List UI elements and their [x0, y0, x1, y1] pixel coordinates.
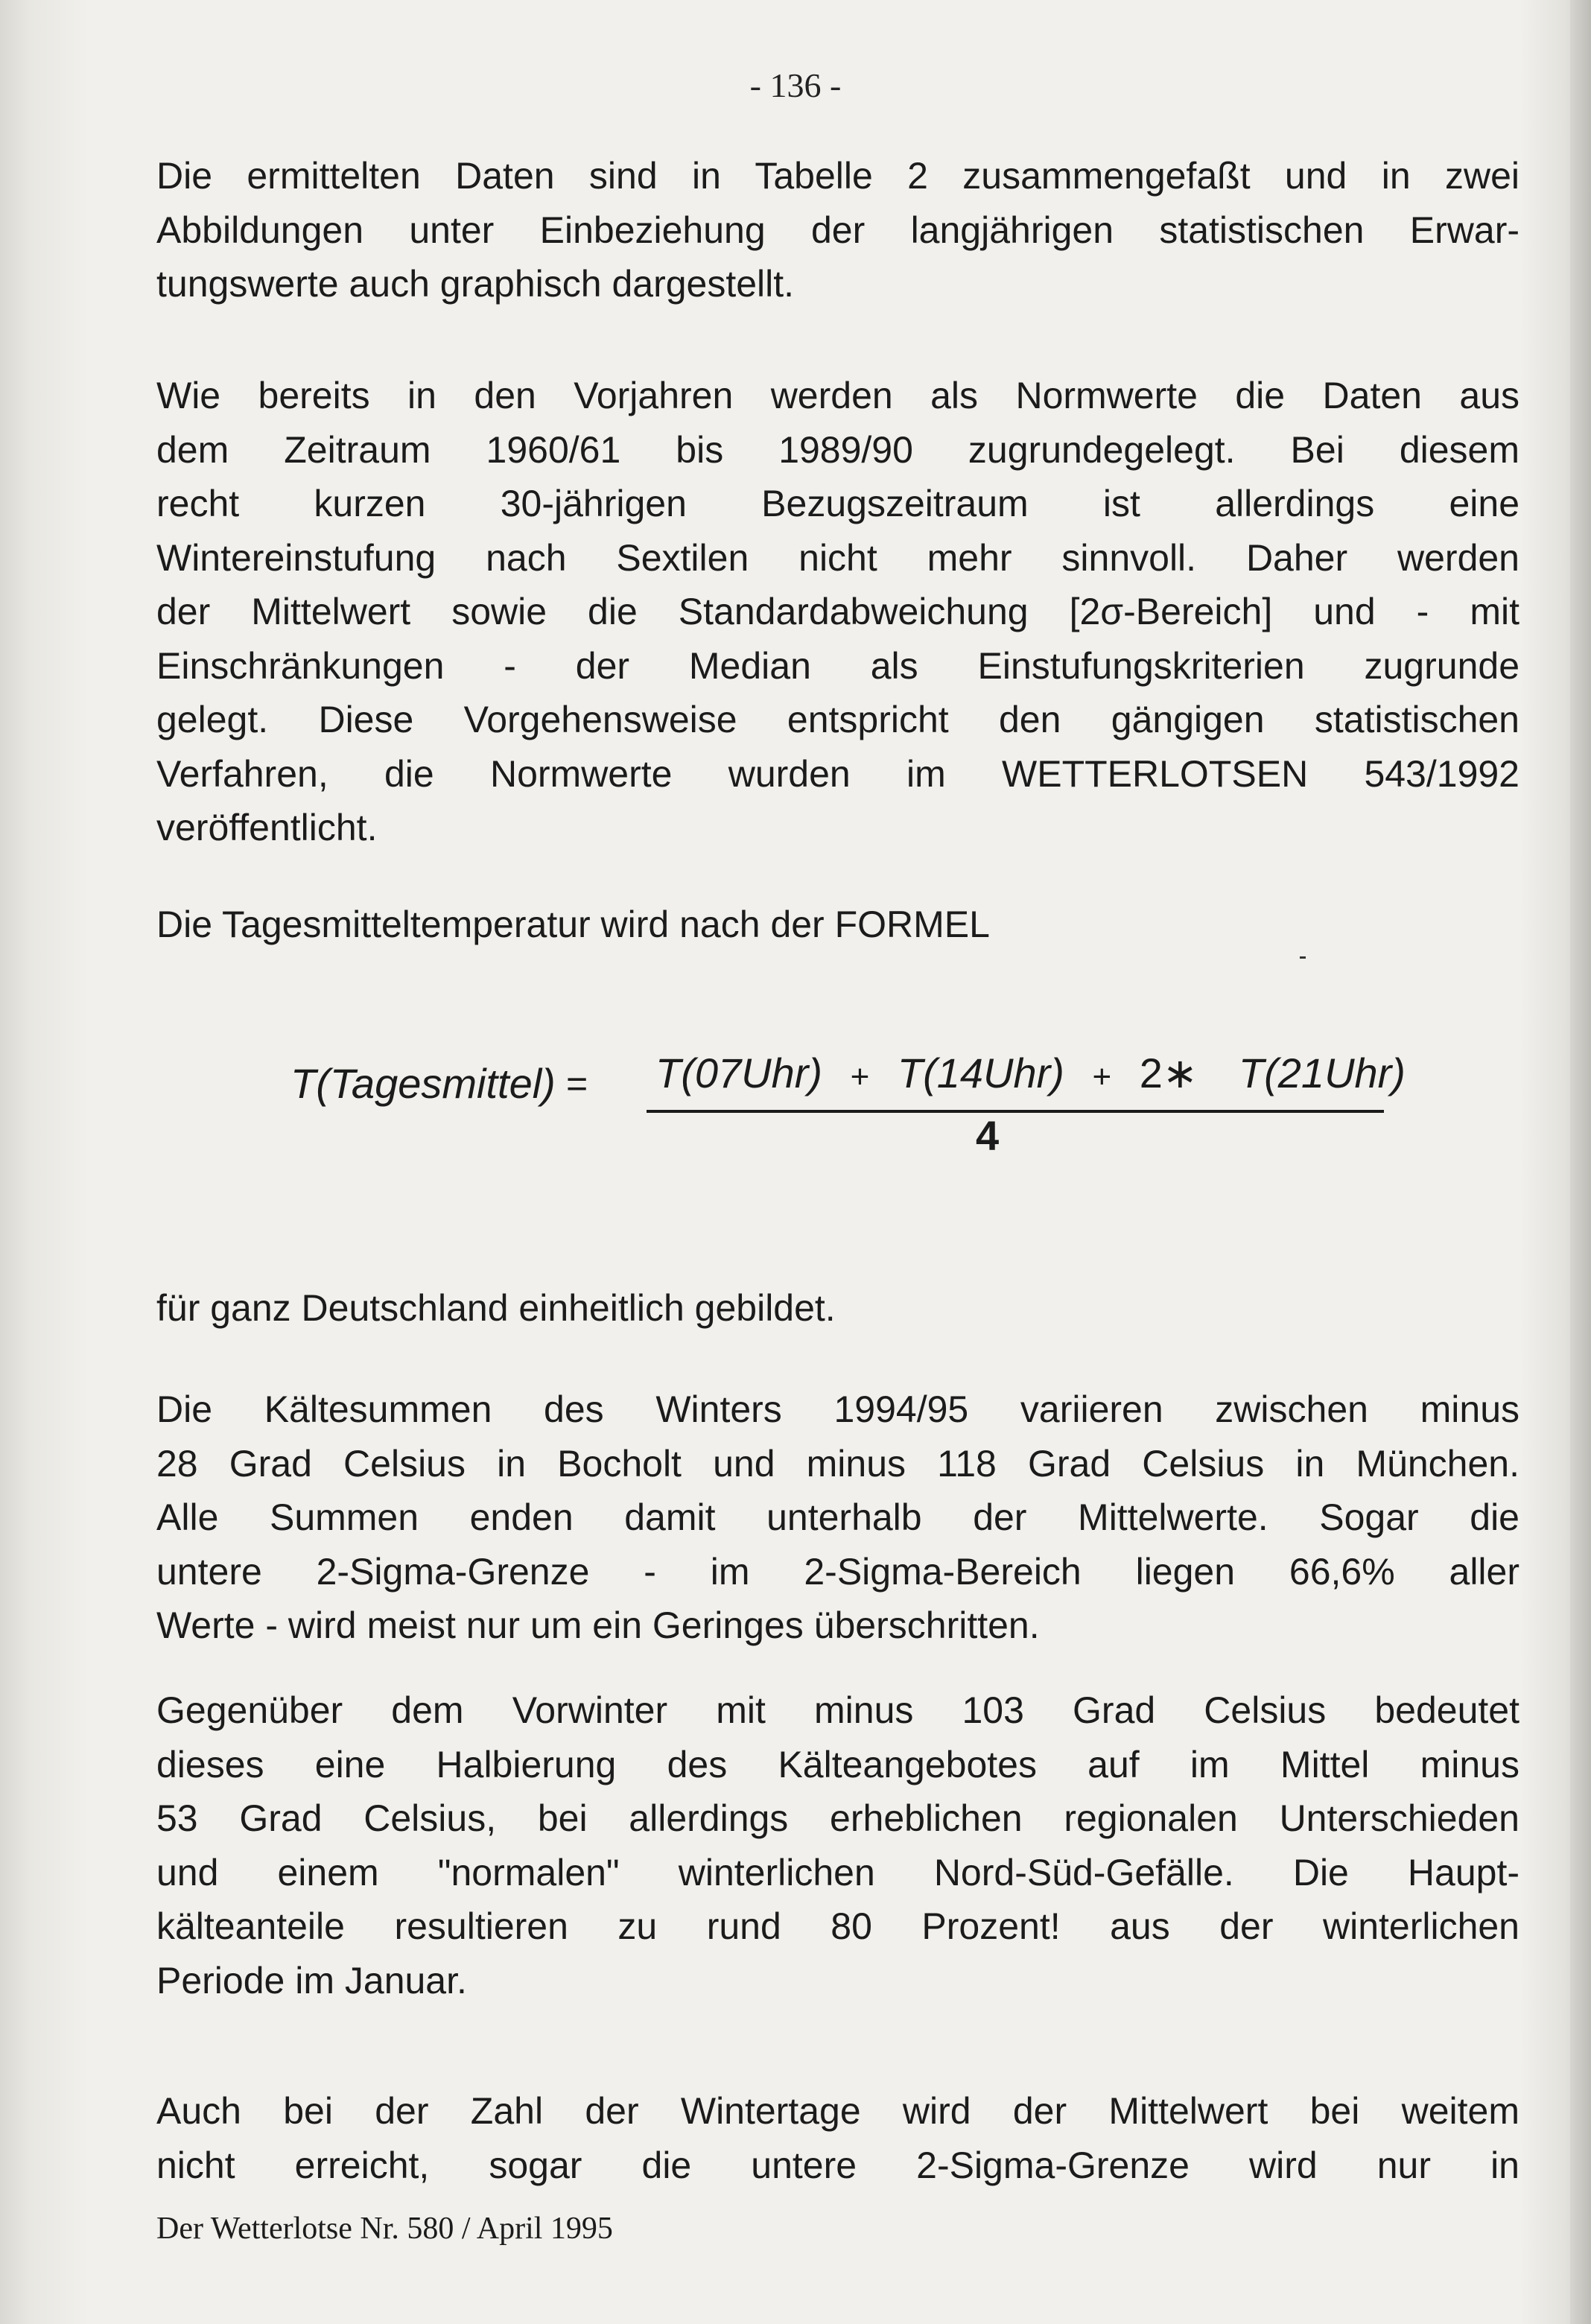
text-line: Abbildungen unter Einbeziehung der langjährigen statistischen Erwar- — [156, 209, 1519, 251]
footer-publication: Der Wetterlotse Nr. 580 / April 1995 — [156, 2212, 613, 2246]
formula-denominator: 4 — [976, 1112, 1000, 1159]
text-line: dieses eine Halbierung des Kälteangebotes auf im Mittel minus — [156, 1743, 1519, 1785]
formula-term: T(21Uhr) — [1238, 1050, 1406, 1096]
text-line: Werte - wird meist nur um ein Geringes überschritten. — [156, 1604, 1040, 1646]
text-line: Wie bereits in den Vorjahren werden als Normwerte die Daten aus — [156, 375, 1519, 416]
paragraph-5 — [156, 1382, 1519, 1653]
text-line: 53 Grad Celsius, bei allerdings erheblichen regionalen Unterschieden — [156, 1797, 1519, 1839]
text-line: Verfahren, die Normwerte wurden im WETTERLOTSEN 543/1992 — [156, 752, 1519, 795]
paragraph-6 — [156, 1683, 1519, 2007]
text-line: untere 2-Sigma-Grenze - im 2-Sigma-Bereich liegen 66,6% aller — [156, 1550, 1519, 1593]
formula-term: T(14Uhr) — [897, 1050, 1064, 1096]
paragraph-4 — [156, 1281, 1519, 1336]
formula-lhs: T(Tagesmittel) — [290, 1060, 556, 1107]
formula-term: T(07Uhr) — [655, 1050, 823, 1096]
formula — [290, 1043, 1408, 1184]
text-line: nicht erreicht, sogar die untere 2-Sigma-Grenze wird nur in — [156, 2144, 1519, 2186]
text-line: tungswerte auch graphisch dargestellt. — [156, 263, 795, 305]
text-line: für ganz Deutschland einheitlich gebildet. — [156, 1287, 836, 1329]
fraction-bar — [647, 1110, 1384, 1113]
text-line: der Mittelwert sowie die Standardabweichung [2σ-Bereich] und - mit — [156, 591, 1519, 632]
formula-equals: = — [566, 1063, 588, 1105]
text-line: Die Tagesmitteltemperatur wird nach der FORMEL — [156, 904, 990, 945]
text-line: dem Zeitraum 1960/61 bis 1989/90 zugrundegelegt. Bei diesem — [156, 428, 1519, 471]
formula-factor: 2∗ — [1139, 1050, 1198, 1096]
paragraph-1 — [156, 149, 1519, 311]
text-line: gelegt. Diese Vorgehensweise entspricht den gängigen statistischen — [156, 699, 1519, 740]
stray-mark — [1300, 956, 1306, 959]
text-line: 28 Grad Celsius in Bocholt und minus 118 Grad Celsius in München. — [156, 1442, 1519, 1485]
text-line: Die ermittelten Daten sind in Tabelle 2 zusammengefaßt und in zwei — [156, 155, 1519, 197]
text-line: Auch bei der Zahl der Wintertage wird der Mittelwert bei weitem — [156, 2090, 1519, 2132]
text-line: und einem "normalen" winterlichen Nord-Süd-Gefälle. Die Haupt- — [156, 1851, 1519, 1893]
page-edge-shadow — [1570, 0, 1591, 2324]
formula-numerator — [655, 1049, 1406, 1098]
text-line: Wintereinstufung nach Sextilen nicht mehr sinnvoll. Daher werden — [156, 536, 1519, 579]
text-line: Gegenüber dem Vorwinter mit minus 103 Grad Celsius bedeutet — [156, 1689, 1519, 1731]
text-line: veröffentlicht. — [156, 807, 378, 848]
page-number: - 136 - — [749, 66, 842, 104]
text-line: kälteanteile resultieren zu rund 80 Prozent! aus der winterlichen — [156, 1905, 1519, 1947]
paragraph-7 — [156, 2084, 1519, 2192]
text-line: recht kurzen 30-jährigen Bezugszeitraum ist allerdings eine — [156, 483, 1519, 524]
formula-operator: + — [850, 1058, 870, 1095]
paragraph-2 — [156, 369, 1519, 855]
text-line: Einschränkungen - der Median als Einstufungskriterien zugrunde — [156, 644, 1519, 687]
text-line: Periode im Januar. — [156, 1959, 467, 2001]
paragraph-3 — [156, 898, 1519, 952]
text-line: Alle Summen enden damit unterhalb der Mittelwerte. Sogar die — [156, 1496, 1519, 1538]
text-line: Die Kältesummen des Winters 1994/95 variieren zwischen minus — [156, 1388, 1519, 1430]
formula-operator: + — [1092, 1058, 1112, 1095]
